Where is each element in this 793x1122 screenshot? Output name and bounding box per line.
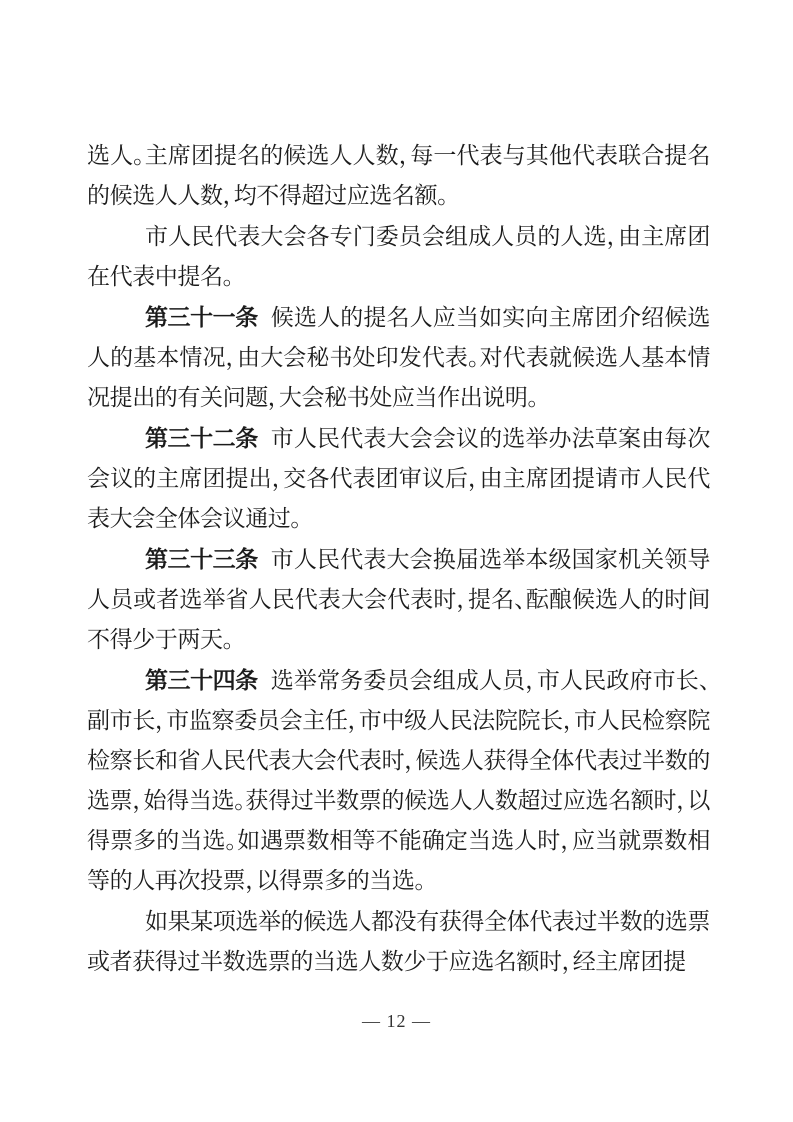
paragraph-text: 市人民代表大会换届选举本级国家机关领导人员或者选举省人民代表大会代表时，提名、酝酿候选人的时间不得少于两天。 <box>87 547 711 652</box>
paragraph-continuation <box>87 135 710 216</box>
paragraph-article-34 <box>87 660 710 901</box>
paragraph-text: 市人民代表大会会议的选举办法草案由每次会议的主席团提出，交各代表团审议后，由主席团提请市人民代表大会全体会议通过。 <box>87 426 711 531</box>
paragraph-text: 如果某项选举的候选人都没有获得全体代表过半数的选票或者获得过半数选票的当选人数少于应选名额时，经主席团提 <box>87 909 711 974</box>
paragraph-article-33 <box>87 539 710 660</box>
paragraph-text: 候选人的提名人应当如实向主席团介绍候选人的基本情况，由大会秘书处印发代表。对代表就候选人基本情况提出的有关问题，大会秘书处应当作出说明。 <box>87 305 711 410</box>
article-number: 第三十一条 <box>145 304 258 330</box>
article-number: 第三十三条 <box>145 546 258 572</box>
article-number: 第三十二条 <box>145 425 258 451</box>
paragraph-text: 选人。主席团提名的候选人人数，每一代表与其他代表联合提名的候选人人数，均不得超过应选名额。 <box>87 143 710 208</box>
paragraph-article-32 <box>87 418 710 539</box>
paragraph-text: 选举常务委员会组成人员，市人民政府市长、副市长，市监察委员会主任，市中级人民法院院长，市人民检察院检察长和省人民代表大会代表时，候选人获得全体代表过半数的选票，始得当选。获得过半数票的候选人人数超过应选名额时，以得票多的当选。如遇票数相等不能确定当选人时，应当就票数相等的人再次投票，以得票多的当选。 <box>87 668 710 893</box>
page-footer <box>0 1009 793 1033</box>
paragraph-article-31 <box>87 297 710 418</box>
article-number: 第三十四条 <box>145 667 258 693</box>
paragraph-text: 市人民代表大会各专门委员会组成人员的人选，由主席团在代表中提名。 <box>87 224 710 289</box>
page-number: — 12 — <box>362 1011 431 1031</box>
paragraph <box>87 901 710 982</box>
document-body <box>87 135 710 982</box>
paragraph <box>87 216 710 297</box>
